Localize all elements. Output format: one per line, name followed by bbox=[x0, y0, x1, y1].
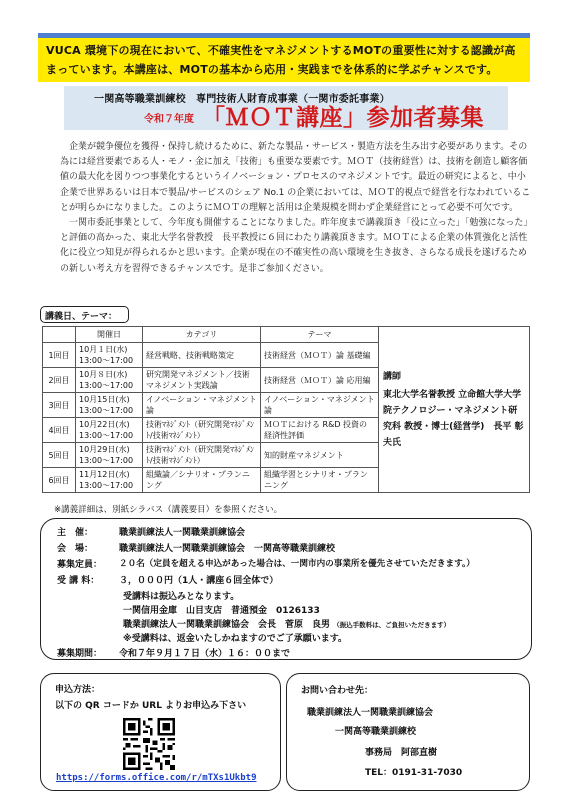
banner-line-1: VUCA 環境下の現在において、不確実性をマネジメントするMOTの重要性に対する認識が高 bbox=[46, 44, 516, 57]
organizer-line: 一関高等職業訓練校 専門技術人財育成事業（一関市委託事業） bbox=[94, 94, 390, 105]
session-theme: 技術経営（ＭＯＴ）論 基礎編 bbox=[261, 343, 379, 368]
session-number: 3回目 bbox=[43, 393, 76, 418]
syllabus-note: ※講義詳細は、別紙シラバス（講義要目）を参照ください。 bbox=[54, 505, 283, 515]
contact-org-1: 職業訓練法人一関職業訓練協会 bbox=[307, 708, 434, 718]
session-date: 10月15日(水) 13:00～17:00 bbox=[76, 393, 143, 418]
schedule-header-row bbox=[43, 327, 530, 343]
intro-banner bbox=[38, 38, 530, 82]
fee-label: 受 講 料： bbox=[57, 576, 100, 586]
contact-office: 事務局 阿部直樹 bbox=[365, 748, 438, 758]
schedule-label: 講義日、テーマ： bbox=[40, 306, 129, 323]
deadline-label: 募集期間： bbox=[57, 649, 103, 659]
header-date: 開催日 bbox=[76, 327, 143, 343]
payment-account-name: 職業訓練法人一関職業訓練協会 会長 菅原 良男 bbox=[123, 620, 331, 630]
session-date: 11月12日(水) 13:00～17:00 bbox=[76, 468, 143, 493]
session-number: 2回目 bbox=[43, 368, 76, 393]
venue-label: 会 場： bbox=[57, 544, 94, 554]
lecturer-label: 講師 bbox=[383, 371, 402, 382]
lecturer-name: 東北大学名誉教授 立命館大学大学院テクノロジー・マネジメント研究科 教授・博士(経営学) 長平 彰夫氏 bbox=[383, 389, 524, 448]
header-num bbox=[43, 327, 76, 343]
contact-title: お問い合わせ先： bbox=[301, 686, 374, 696]
description bbox=[60, 140, 534, 277]
session-number: 5回目 bbox=[43, 443, 76, 468]
qr-code-icon[interactable] bbox=[123, 718, 175, 770]
payment-line-1: 受講料は振込みとなります。 bbox=[123, 592, 240, 602]
contact-box bbox=[286, 673, 530, 791]
session-theme: 組織学習とシナリオ・プランニング bbox=[261, 468, 379, 493]
session-theme: 技術経営（ＭＯＴ）論 応用編 bbox=[261, 368, 379, 393]
session-theme: 知的財産マネジメント bbox=[261, 443, 379, 468]
venue-value: 職業訓練法人一関職業訓練協会 一関高等職業訓練校 bbox=[119, 544, 336, 554]
apply-url-link[interactable]: https://forms.office.com/r/mTXs1Ukbt9 bbox=[56, 773, 257, 783]
host-label: 主 催： bbox=[57, 528, 94, 538]
session-date: 10月８日(水) 13:00～17:00 bbox=[76, 368, 143, 393]
title-box bbox=[64, 86, 508, 130]
session-category: イノベーション・マネジメント論 bbox=[143, 393, 261, 418]
fee-value: ３，０００円（1人・講座６回全体で） bbox=[119, 576, 279, 586]
description-paragraph-2: 一関市委託事業として、今年度も開催することになりました。昨年度まで講義頂き「役に立った」「勉強になった」と評価の高かった、東北大学名誉教授 長平教授に６回にわたり講義頂きます。ＭＯＴによる企業の体質強化と活性化に役立つ知見が得られるかと思います。企業が現在の不確実性の高い環境を生き抜き、さらなる成長を遂げるための新しい考え方を習得できるチャンスです。是非ご参加ください。 bbox=[60, 218, 533, 274]
session-category: 技術ﾏﾈｼﾞﾒﾝﾄ（研究開発ﾏﾈｼﾞﾒﾝﾄ/技術ﾏﾈｼﾞﾒﾝﾄ） bbox=[143, 418, 261, 443]
session-theme: ＭＯＴにおける R&D 投資の経済性評価 bbox=[261, 418, 379, 443]
header-theme: テーマ bbox=[261, 327, 379, 343]
deadline-value: 令和７年９月１７日（水）１６：００まで bbox=[119, 649, 291, 659]
session-theme: イノベーション・マネジメント論 bbox=[261, 393, 379, 418]
session-date: 10月１日(水) 13:00～17:00 bbox=[76, 343, 143, 368]
description-paragraph-1: 企業が競争優位を獲得・保持し続けるために、新たな製品・サービス・製造方法を生み出す必要があります。その為には経営要素である人・モノ・金に加え「技術」も重要な要素です。ＭＯＴ（技術経営）は、技術を創造し顧客価値の最大化を図りつつ事業化するというイノベーション・プロセスのマネジメントです。最近の研究によると、中小企業で世界あるいは日本で製品/サービスのシェア No.1 の企業においては、ＭＯＴ的視点で経営を行なわれていることが明らかになりました。このようにＭＯＴの理解と活用は企業規模を問わず企業経営にとって必要不可欠です。 bbox=[60, 142, 531, 213]
session-category: 組織論／シナリオ・プランニング bbox=[143, 468, 261, 493]
payment-line-2: 一関信用金庫 山目支店 普通預金 0126133 bbox=[123, 606, 320, 616]
contact-org-2: 一関高等職業訓練校 bbox=[335, 727, 417, 737]
session-number: 4回目 bbox=[43, 418, 76, 443]
apply-text: 以下の QR コードか URL よりお申込み下さい bbox=[55, 701, 247, 711]
apply-title: 申込方法： bbox=[55, 685, 101, 695]
info-box bbox=[40, 518, 532, 660]
capacity-label: 募集定員： bbox=[57, 560, 103, 570]
session-number: 6回目 bbox=[43, 468, 76, 493]
session-date: 10月22日(水) 13:00～17:00 bbox=[76, 418, 143, 443]
schedule-table bbox=[42, 326, 530, 493]
payment-line-4: ※受講料は、返金いたしかねますのでご了承願います。 bbox=[123, 634, 348, 644]
fiscal-year: 令和７年度 bbox=[144, 114, 194, 125]
banner-line-2: まっています。本講座は、MOTの基本から応用・実践までを体系的に学ぶチャンスです。 bbox=[46, 63, 498, 76]
payment-fee-note: （振込手数料は、ご負担いただきます） bbox=[333, 621, 451, 629]
session-number: 1回目 bbox=[43, 343, 76, 368]
session-category: 研究開発マネジメント／技術マネジメント実践論 bbox=[143, 368, 261, 393]
capacity-value: ２０名（定員を超える申込があった場合は、一関市内の事業所を優先させていただきます。） bbox=[119, 559, 475, 569]
contact-tel: TEL：0191-31-7030 bbox=[365, 768, 463, 778]
session-date: 10月29日(水) 13:00～17:00 bbox=[76, 443, 143, 468]
session-category: 経営戦略、技術戦略策定 bbox=[143, 343, 261, 368]
session-category: 技術ﾏﾈｼﾞﾒﾝﾄ（研究開発ﾏﾈｼﾞﾒﾝﾄ/技術ﾏﾈｼﾞﾒﾝﾄ） bbox=[143, 443, 261, 468]
payment-line-3 bbox=[123, 617, 450, 630]
host-value: 職業訓練法人一関職業訓練協会 bbox=[119, 528, 246, 538]
page-title: 「ＭＯＴ講座」参加者募集 bbox=[202, 105, 484, 131]
header-category: カテゴリ bbox=[143, 327, 261, 343]
lecturer-cell bbox=[379, 327, 530, 493]
